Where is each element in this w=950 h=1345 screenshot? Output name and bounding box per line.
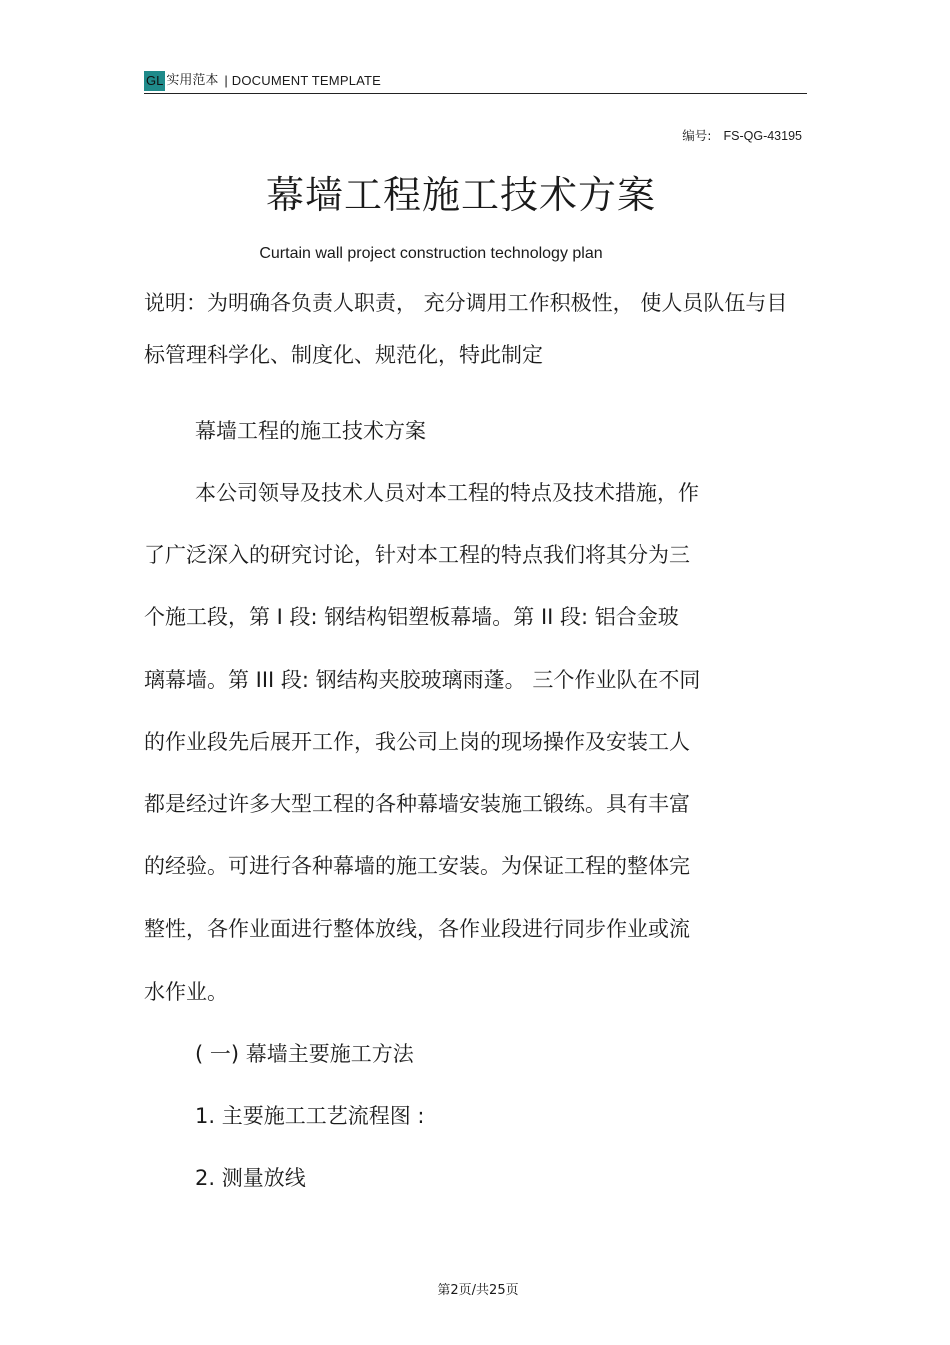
section-heading: 幕墙工程的施工技术方案 [195, 419, 426, 443]
body-line: 本公司领导及技术人员对本工程的特点及技术措施，作 [195, 481, 699, 505]
body-line: 了广泛深入的研究讨论，针对本工程的特点我们将其分为三 [144, 543, 690, 567]
body-line: 都是经过许多大型工程的各种幕墙安装施工锻练。具有丰富 [144, 792, 690, 816]
doc-number-label: 编号: [682, 128, 712, 143]
subsection-heading: 1. 主要施工工艺流程图 : [195, 1104, 425, 1128]
document-header [144, 70, 381, 92]
page-footer: 第2页/共25页 [437, 1283, 519, 1298]
document-number [682, 126, 802, 144]
header-en-label: | DOCUMENT TEMPLATE [224, 73, 382, 88]
page-title: 幕墙工程施工技术方案 [265, 173, 656, 217]
body-line: 个施工段，第 I 段: 钢结构铝塑板幕墙。第 II 段: 铝合金玻 [144, 605, 679, 629]
body-line: 的经验。可进行各种幕墙的施工安装。为保证工程的整体完 [144, 854, 690, 878]
doc-number-value: FS-QG-43195 [723, 129, 802, 143]
subsection-heading: 2. 测量放线 [195, 1166, 306, 1190]
page-subtitle: Curtain wall project construction technology plan [259, 245, 603, 262]
description-line: 标管理科学化、制度化、规范化，特此制定 [144, 343, 543, 367]
body-line: 整性，各作业面进行整体放线，各作业段进行同步作业或流 [144, 917, 690, 941]
description-line: 说明：为明确各负责人职责， 充分调用工作积极性， 使人员队伍与目 [144, 291, 788, 315]
header-divider [144, 93, 807, 94]
body-line: 的作业段先后展开工作，我公司上岗的现场操作及安装工人 [144, 730, 690, 754]
subsection-heading: ( 一) 幕墙主要施工方法 [195, 1042, 414, 1066]
body-line: 璃幕墙。第 III 段: 钢结构夹胶玻璃雨蓬。 三个作业队在不同 [144, 668, 701, 692]
header-cn-label: 实用范本 [166, 73, 219, 88]
body-line: 水作业。 [144, 980, 228, 1004]
logo-badge: GL [144, 71, 165, 91]
